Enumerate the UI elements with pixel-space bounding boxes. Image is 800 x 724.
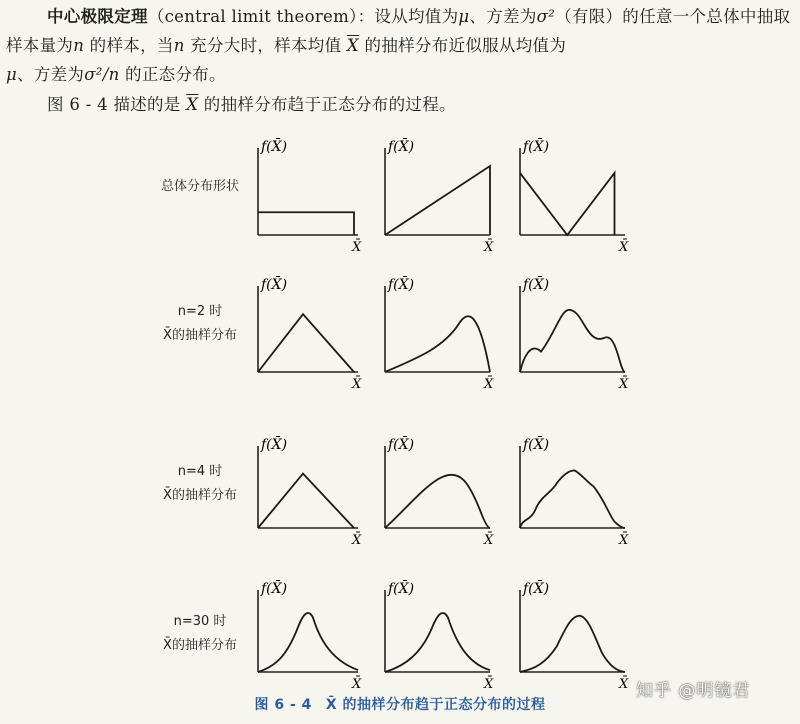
y-axis-label: f(X̄) [261, 437, 288, 453]
y-axis-label: f(X̄) [388, 139, 415, 155]
panel-n2-triangular [385, 275, 494, 392]
figure-intro-paragraph: 图 6 - 4 描述的是 $\overline{X}$ 的抽样分布趋于正态分布的过程。 [47, 95, 456, 114]
distribution-curve [258, 314, 354, 372]
figure-caption: 图 6 - 4 X̄ 的抽样分布趋于正态分布的过程 [254, 697, 546, 713]
distribution-curve [258, 613, 358, 672]
x-axis-label: X̄ [619, 377, 629, 392]
distribution-curve [258, 474, 354, 528]
x-axis-label: X̄ [352, 677, 362, 692]
panel-n2-v-shaped [520, 275, 629, 392]
distribution-curve [385, 166, 490, 235]
distribution-curve [520, 616, 625, 672]
y-axis-label: f(X̄) [523, 277, 550, 293]
distribution-curve [520, 173, 615, 235]
y-axis-label: f(X̄) [261, 139, 288, 155]
row-label-n4: n=4 时 X̄的抽样分布 [163, 464, 237, 503]
y-axis-label: f(X̄) [388, 277, 415, 293]
distribution-curve [520, 470, 625, 528]
x-axis-label: X̄ [484, 533, 494, 548]
row-label-n30: n=30 时 X̄的抽样分布 [163, 614, 237, 653]
y-axis-label: f(X̄) [523, 437, 550, 453]
panel-n4-triangular [385, 435, 494, 548]
panel-n2-uniform [258, 275, 362, 392]
distribution-curve [258, 212, 354, 235]
panel-n4-uniform [258, 435, 362, 548]
x-axis-label: X̄ [352, 240, 362, 255]
panel-n30-triangular [385, 579, 494, 692]
x-axis-label: X̄ [619, 677, 629, 692]
x-axis-label: X̄ [352, 533, 362, 548]
x-axis-label: X̄ [484, 677, 494, 692]
row-label-population: 总体分布形状 [160, 179, 239, 194]
x-axis-label: X̄ [484, 240, 494, 255]
panel-n4-v-shaped [520, 435, 629, 548]
y-axis-label: f(X̄) [523, 139, 550, 155]
y-axis-label: f(X̄) [523, 581, 550, 597]
panel-n30-v-shaped [520, 579, 629, 692]
panel-population-v-shaped [520, 137, 629, 255]
distribution-curve [385, 613, 490, 672]
x-axis-label: X̄ [619, 240, 629, 255]
x-axis-label: X̄ [619, 533, 629, 548]
y-axis-label: f(X̄) [388, 437, 415, 453]
x-axis-label: X̄ [352, 377, 362, 392]
panel-n30-uniform [258, 579, 362, 692]
row-label-n2: n=2 时 X̄的抽样分布 [163, 304, 237, 343]
watermark: 知乎 @明镜君 [636, 681, 751, 701]
distribution-curve [385, 475, 490, 528]
x-axis-label: X̄ [484, 377, 494, 392]
distribution-curve [520, 310, 625, 372]
distribution-curve [385, 316, 490, 372]
y-axis-label: f(X̄) [261, 277, 288, 293]
panel-population-triangular [385, 137, 494, 255]
y-axis-label: f(X̄) [388, 581, 415, 597]
y-axis-label: f(X̄) [261, 581, 288, 597]
theorem-paragraph: 中心极限定理（central limit theorem）：设从均值为μ、方差为σ²（有限）的任意一个总体中抽取样本量为n 的样本，当n 充分大时，样本均值 $\overline{X}$ 的抽样分布近似服从均值为 μ、方差为σ²/n 的正态分布。 [6, 7, 791, 84]
panel-population-uniform [258, 137, 362, 255]
term-heading: 中心极限定理 [47, 7, 148, 26]
